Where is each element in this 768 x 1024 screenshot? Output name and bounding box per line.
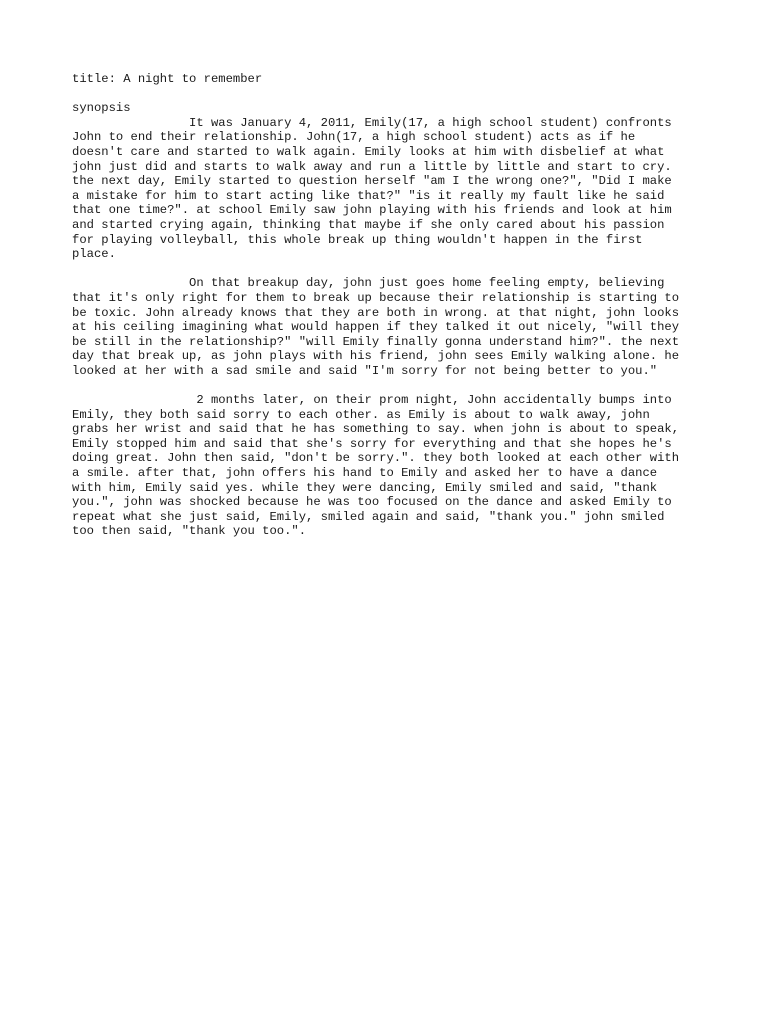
section-label: synopsis: [72, 101, 131, 116]
paragraph-line: Emily, they both said sorry to each other. as Emily is about to walk away, john: [72, 407, 650, 422]
paragraph-line: be toxic. John already knows that they are both in wrong. at that night, john looks: [72, 305, 680, 320]
paragraph-line: doing great. John then said, "don't be sorry.". they both looked at each other with: [72, 451, 680, 466]
paragraph-line: that it's only right for them to break up because their relationship is starting to: [72, 290, 680, 305]
paragraph-line: and started crying again, thinking that maybe if she only cared about his passion: [72, 217, 665, 232]
paragraph-line: repeat what she just said, Emily, smiled again and said, "thank you." john smiled: [72, 509, 665, 524]
paragraph-1: [72, 116, 712, 262]
paragraph-line: be still in the relationship?" "will Emily finally gonna understand him?". the next: [72, 334, 680, 349]
paragraph-2: [72, 276, 712, 378]
paragraph-line: It was January 4, 2011, Emily(17, a high school student) confronts: [72, 115, 672, 130]
paragraph-3: [72, 393, 712, 539]
paragraph-line: place.: [72, 247, 116, 262]
paragraph-line: grabs her wrist and said that he has something to say. when john is about to speak,: [72, 422, 680, 437]
paragraph-line: at his ceiling imagining what would happen if they talked it out nicely, "will they: [72, 320, 680, 335]
paragraph-line: you.", john was shocked because he was too focused on the dance and asked Emily to: [72, 495, 672, 510]
paragraph-line: On that breakup day, john just goes home feeling empty, believing: [72, 276, 665, 291]
paragraph-line: too then said, "thank you too.".: [72, 524, 307, 539]
document-page: [72, 72, 712, 554]
paragraph-line: doesn't care and started to walk again. Emily looks at him with disbelief at what: [72, 144, 665, 159]
paragraph-line: John to end their relationship. John(17, a high school student) acts as if he: [72, 130, 636, 145]
paragraph-line: a mistake for him to start acting like that?" "is it really my fault like he said: [72, 188, 665, 203]
paragraph-line: that one time?". at school Emily saw john playing with his friends and look at him: [72, 203, 672, 218]
paragraph-line: with him, Emily said yes. while they were dancing, Emily smiled and said, "thank: [72, 480, 658, 495]
paragraph-line: 2 months later, on their prom night, John accidentally bumps into: [72, 393, 672, 408]
paragraph-line: john just did and starts to walk away and run a little by little and start to cry.: [72, 159, 672, 174]
paragraph-line: Emily stopped him and said that she's sorry for everything and that she hopes he's: [72, 436, 672, 451]
paragraph-line: a smile. after that, john offers his hand to Emily and asked her to have a dance: [72, 466, 658, 481]
paragraph-line: the next day, Emily started to question herself "am I the wrong one?", "Did I make: [72, 174, 672, 189]
paragraph-line: looked at her with a sad smile and said "I'm sorry for not being better to you.": [72, 363, 658, 378]
document-title: title: A night to remember: [72, 72, 263, 86]
paragraph-line: day that break up, as john plays with his friend, john sees Emily walking alone. he: [72, 349, 680, 364]
paragraph-line: for playing volleyball, this whole break up thing wouldn't happen in the first: [72, 232, 643, 247]
